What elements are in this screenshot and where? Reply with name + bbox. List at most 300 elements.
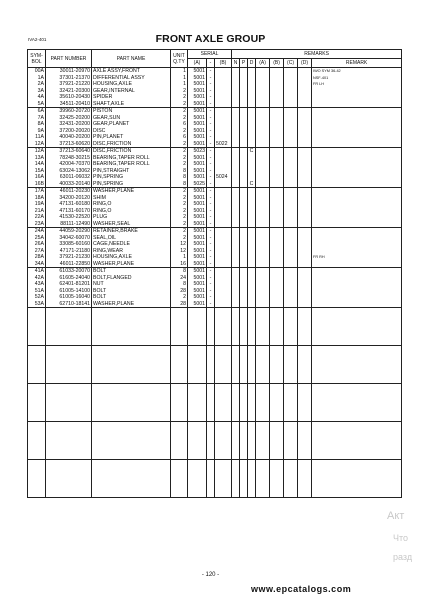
part-number-cell: 46011-20230 — [46, 188, 92, 195]
blank-cell — [171, 422, 188, 460]
n-cell — [232, 101, 240, 108]
symbol-cell: 25A — [28, 235, 46, 242]
qty-cell: 8 — [171, 268, 188, 275]
part-number-cell: 42004-70370 — [46, 161, 92, 168]
blank-cell — [207, 422, 215, 460]
part-name-cell: BEARING,TAPER ROLL — [92, 155, 171, 162]
remark-c-cell — [284, 261, 298, 268]
table-row — [28, 188, 402, 195]
symbol-cell: 4A — [28, 94, 46, 101]
serial-start-cell: 5001 — [188, 214, 207, 221]
part-name-cell: HOUSING,AXLE — [92, 254, 171, 261]
remark-b-cell — [270, 228, 284, 235]
qty-cell: 2 — [171, 155, 188, 162]
part-name-cell: DISC,FRICTION — [92, 148, 171, 155]
n-cell — [232, 148, 240, 155]
remark-a-cell — [256, 68, 270, 75]
table-row — [28, 221, 402, 228]
serial-start-cell: 5001 — [188, 281, 207, 288]
d-flag-cell — [248, 108, 256, 115]
blank-cell — [284, 384, 298, 422]
remark-c-cell — [284, 141, 298, 148]
part-name-cell: RING,O — [92, 208, 171, 215]
symbol-cell: 51A — [28, 288, 46, 295]
symbol-cell: 3A — [28, 88, 46, 95]
serial-dash-cell: - — [207, 168, 215, 175]
col-serial-b: (B) — [215, 59, 232, 68]
blank-cell — [256, 308, 270, 346]
part-number-cell: 41530-22520 — [46, 214, 92, 221]
remark-c-cell — [284, 181, 298, 188]
table-row — [28, 101, 402, 108]
qty-cell: 2 — [171, 101, 188, 108]
qty-cell: 12 — [171, 248, 188, 255]
serial-start-cell: 5001 — [188, 81, 207, 88]
part-number-cell: 61005-14100 — [46, 288, 92, 295]
serial-end-cell — [215, 228, 232, 235]
blank-cell — [312, 308, 402, 346]
serial-start-cell: 5001 — [188, 201, 207, 208]
serial-dash-cell: - — [207, 254, 215, 261]
part-number-cell: 78248-30215 — [46, 155, 92, 162]
part-name-cell: WASHER,PLANE — [92, 301, 171, 308]
d-flag-cell — [248, 221, 256, 228]
part-name-cell: WASHER,PLANE — [92, 188, 171, 195]
blank-cell — [232, 422, 240, 460]
qty-cell: 8 — [171, 181, 188, 188]
part-number-cell: 35610-20430 — [46, 94, 92, 101]
symbol-cell: 21A — [28, 208, 46, 215]
p-cell — [240, 188, 248, 195]
serial-start-cell: 5001 — [188, 108, 207, 115]
part-number-cell: 34042-60070 — [46, 235, 92, 242]
remark-c-cell — [284, 188, 298, 195]
part-name-cell: CAGE,NEEDLE — [92, 241, 171, 248]
symbol-cell: 5A — [28, 101, 46, 108]
serial-dash-cell: - — [207, 275, 215, 282]
serial-dash-cell: - — [207, 75, 215, 82]
blank-cell — [284, 422, 298, 460]
serial-start-cell: 5001 — [188, 128, 207, 135]
serial-start-cell: 5001 — [188, 94, 207, 101]
part-number-cell: 46011-22850 — [46, 261, 92, 268]
serial-dash-cell: - — [207, 181, 215, 188]
qty-cell: 2 — [171, 94, 188, 101]
remark-b-cell — [270, 221, 284, 228]
remark-d-cell — [298, 221, 312, 228]
blank-cell — [284, 346, 298, 384]
remark-c-cell — [284, 101, 298, 108]
part-number-cell: 37213-60640 — [46, 148, 92, 155]
symbol-cell: 13A — [28, 155, 46, 162]
p-cell — [240, 228, 248, 235]
serial-start-cell: 5001 — [188, 75, 207, 82]
blank-cell — [46, 346, 92, 384]
remark-a-cell — [256, 108, 270, 115]
serial-dash-cell: - — [207, 221, 215, 228]
serial-start-cell: 5001 — [188, 168, 207, 175]
serial-start-cell: 5001 — [188, 161, 207, 168]
serial-end-cell — [215, 181, 232, 188]
blank-cell — [298, 308, 312, 346]
serial-start-cell: 5001 — [188, 174, 207, 181]
remark-d-cell — [298, 228, 312, 235]
blank-cell — [28, 384, 46, 422]
part-name-cell: PIN,PLANET — [92, 134, 171, 141]
remark-a-cell — [256, 228, 270, 235]
symbol-cell: 18A — [28, 195, 46, 202]
blank-cell — [215, 346, 232, 384]
qty-cell: 2 — [171, 115, 188, 122]
p-cell — [240, 181, 248, 188]
symbol-cell: 22A — [28, 214, 46, 221]
remark-c-cell — [284, 148, 298, 155]
serial-start-cell: 5001 — [188, 101, 207, 108]
serial-start-cell: 5001 — [188, 141, 207, 148]
serial-end-cell — [215, 221, 232, 228]
part-name-cell: PLUG — [92, 214, 171, 221]
blank-group — [28, 346, 402, 384]
d-flag-cell — [248, 68, 256, 75]
serial-dash-cell: - — [207, 141, 215, 148]
blank-cell — [298, 422, 312, 460]
part-name-cell: BEARING,TAPER ROLL — [92, 161, 171, 168]
blank-cell — [28, 460, 46, 498]
blank-cell — [171, 346, 188, 384]
serial-dash-cell: - — [207, 94, 215, 101]
col-serial-dash: - — [207, 59, 215, 68]
col-remark-b: (B) — [270, 59, 284, 68]
n-cell — [232, 181, 240, 188]
col-unit-qty: UNIT Q.TY — [171, 50, 188, 68]
part-group — [28, 68, 402, 108]
blank-cell — [28, 422, 46, 460]
remark-b-cell — [270, 101, 284, 108]
part-number-cell: 40040-20200 — [46, 134, 92, 141]
qty-cell: 1 — [171, 68, 188, 75]
serial-end-cell: 5024 — [215, 174, 232, 181]
serial-start-cell: 5001 — [188, 268, 207, 275]
part-group — [28, 228, 402, 268]
part-number-cell: 47131-60180 — [46, 201, 92, 208]
serial-dash-cell: - — [207, 134, 215, 141]
symbol-cell: 00A — [28, 68, 46, 75]
symbol-cell: 27A — [28, 248, 46, 255]
qty-cell: 12 — [171, 241, 188, 248]
serial-dash-cell: - — [207, 228, 215, 235]
part-name-cell: GEAR,PLANET — [92, 121, 171, 128]
blank-cell — [188, 460, 207, 498]
d-flag-cell — [248, 101, 256, 108]
part-name-cell: BOLT — [92, 294, 171, 301]
remark-d-cell — [298, 188, 312, 195]
blank-cell — [270, 308, 284, 346]
blank-cell — [207, 346, 215, 384]
part-number-cell: 37200-20020 — [46, 128, 92, 135]
serial-start-cell: 5001 — [188, 155, 207, 162]
serial-dash-cell: - — [207, 88, 215, 95]
symbol-cell: 8A — [28, 121, 46, 128]
qty-cell: 2 — [171, 141, 188, 148]
serial-dash-cell: - — [207, 241, 215, 248]
blank-cell — [92, 346, 171, 384]
remark-d-cell — [298, 268, 312, 275]
qty-cell: 8 — [171, 281, 188, 288]
qty-cell: 1 — [171, 81, 188, 88]
part-number-cell: 37301-21370 — [46, 75, 92, 82]
serial-dash-cell: - — [207, 208, 215, 215]
blank-cell — [298, 460, 312, 498]
part-number-cell: 47131-60170 — [46, 208, 92, 215]
blank-cell — [171, 308, 188, 346]
serial-end-cell — [215, 268, 232, 275]
n-cell — [232, 261, 240, 268]
blank-row — [28, 346, 402, 384]
blank-cell — [248, 346, 256, 384]
serial-end-cell: 5022 — [215, 141, 232, 148]
serial-dash-cell: - — [207, 155, 215, 162]
part-name-cell: AXLE ASSY,FRONT — [92, 68, 171, 75]
blank-cell — [312, 346, 402, 384]
blank-cell — [248, 308, 256, 346]
d-flag-cell: C — [248, 181, 256, 188]
p-cell — [240, 148, 248, 155]
serial-start-cell: 5001 — [188, 241, 207, 248]
serial-dash-cell: - — [207, 188, 215, 195]
serial-dash-cell: - — [207, 261, 215, 268]
remark-a-cell — [256, 261, 270, 268]
p-cell — [240, 301, 248, 308]
col-remark-d: (D) — [298, 59, 312, 68]
col-remark: REMARK — [312, 59, 402, 68]
qty-cell: 2 — [171, 235, 188, 242]
serial-dash-cell: - — [207, 288, 215, 295]
blank-cell — [232, 308, 240, 346]
part-number-cell: 37921-21220 — [46, 81, 92, 88]
table-row — [28, 261, 402, 268]
qty-cell: 28 — [171, 301, 188, 308]
blank-cell — [298, 346, 312, 384]
blank-cell — [215, 422, 232, 460]
blank-cell — [248, 422, 256, 460]
part-number-cell: 33085-60160 — [46, 241, 92, 248]
serial-start-cell: 5001 — [188, 208, 207, 215]
part-name-cell: SHAFT,AXLE — [92, 101, 171, 108]
part-name-cell: RING,WEAR — [92, 248, 171, 255]
remark-a-cell — [256, 188, 270, 195]
part-name-cell: RETAINER,BRAKE — [92, 228, 171, 235]
remark-cell: IWO SYM 36-42 — [312, 68, 402, 75]
serial-end-cell — [215, 68, 232, 75]
serial-dash-cell: - — [207, 235, 215, 242]
serial-start-cell: 5001 — [188, 68, 207, 75]
p-cell — [240, 221, 248, 228]
part-group — [28, 108, 402, 148]
remark-a-cell — [256, 101, 270, 108]
part-number-cell: 34511-20410 — [46, 101, 92, 108]
part-name-cell: PIN,SPRING — [92, 181, 171, 188]
part-number-cell: 63011-06032 — [46, 174, 92, 181]
remark-cell — [312, 221, 402, 228]
part-name-cell: PIN,SPRING — [92, 174, 171, 181]
col-serial: SERIAL — [188, 50, 232, 59]
table-row — [28, 228, 402, 235]
faint-watermark-text: разд — [393, 552, 413, 562]
part-group — [28, 188, 402, 228]
remark-d-cell — [298, 148, 312, 155]
p-cell — [240, 141, 248, 148]
remark-d-cell — [298, 261, 312, 268]
symbol-cell: 28A — [28, 254, 46, 261]
blank-cell — [207, 384, 215, 422]
remark-b-cell — [270, 261, 284, 268]
qty-cell: 24 — [171, 275, 188, 282]
remark-cell — [312, 108, 402, 115]
blank-cell — [46, 384, 92, 422]
serial-dash-cell: - — [207, 101, 215, 108]
d-flag-cell — [248, 141, 256, 148]
p-cell — [240, 261, 248, 268]
qty-cell: 2 — [171, 214, 188, 221]
remark-cell — [312, 268, 402, 275]
remark-a-cell — [256, 301, 270, 308]
page-code: IVA2-401 — [28, 37, 47, 42]
blank-cell — [312, 460, 402, 498]
part-name-cell: SEAL,OIL — [92, 235, 171, 242]
symbol-cell: 12A — [28, 141, 46, 148]
table-row — [28, 181, 402, 188]
symbol-cell: 41A — [28, 268, 46, 275]
serial-dash-cell: - — [207, 248, 215, 255]
col-part-name: PART NAME — [92, 50, 171, 68]
blank-cell — [232, 346, 240, 384]
blank-cell — [207, 308, 215, 346]
blank-cell — [240, 460, 248, 498]
blank-cell — [171, 384, 188, 422]
qty-cell: 6 — [171, 121, 188, 128]
remark-cell — [312, 101, 402, 108]
blank-cell — [240, 422, 248, 460]
col-d: D — [248, 59, 256, 68]
n-cell — [232, 268, 240, 275]
page-title: FRONT AXLE GROUP — [155, 33, 266, 45]
qty-cell: 2 — [171, 88, 188, 95]
symbol-cell: 42A — [28, 275, 46, 282]
d-flag-cell — [248, 301, 256, 308]
remark-b-cell — [270, 108, 284, 115]
qty-cell: 2 — [171, 294, 188, 301]
blank-row — [28, 384, 402, 422]
blank-group — [28, 460, 402, 498]
blank-cell — [215, 384, 232, 422]
blank-cell — [312, 384, 402, 422]
blank-cell — [256, 346, 270, 384]
remark-cell — [312, 148, 402, 155]
remark-c-cell — [284, 108, 298, 115]
symbol-cell: 34A — [28, 261, 46, 268]
serial-start-cell: 5001 — [188, 301, 207, 308]
remark-cell — [312, 181, 402, 188]
d-flag-cell — [248, 188, 256, 195]
serial-end-cell — [215, 148, 232, 155]
part-number-cell: 62710-18141 — [46, 301, 92, 308]
col-n: N — [232, 59, 240, 68]
symbol-cell: 12A — [28, 148, 46, 155]
blank-cell — [207, 460, 215, 498]
col-remarks: REMARKS — [232, 50, 402, 59]
n-cell — [232, 228, 240, 235]
remark-cell: FR LH — [312, 81, 402, 88]
blank-cell — [92, 460, 171, 498]
serial-dash-cell: - — [207, 268, 215, 275]
remark-cell — [312, 141, 402, 148]
serial-dash-cell: - — [207, 115, 215, 122]
blank-cell — [270, 460, 284, 498]
symbol-cell: 9A — [28, 128, 46, 135]
remark-a-cell — [256, 268, 270, 275]
blank-cell — [92, 308, 171, 346]
serial-dash-cell: - — [207, 68, 215, 75]
n-cell — [232, 141, 240, 148]
symbol-cell: 6A — [28, 108, 46, 115]
part-name-cell: BOLT,FLANGED — [92, 275, 171, 282]
blank-cell — [215, 308, 232, 346]
n-cell — [232, 108, 240, 115]
remark-b-cell — [270, 148, 284, 155]
symbol-cell: 11A — [28, 134, 46, 141]
symbol-cell: 52A — [28, 294, 46, 301]
part-number-cell: 39960-20720 — [46, 108, 92, 115]
serial-start-cell: 5001 — [188, 254, 207, 261]
part-name-cell: NUT — [92, 281, 171, 288]
remark-b-cell — [270, 141, 284, 148]
faint-watermark-text: Акт — [387, 510, 405, 522]
part-number-cell: 61605-24040 — [46, 275, 92, 282]
blank-cell — [188, 422, 207, 460]
qty-cell: 2 — [171, 188, 188, 195]
serial-dash-cell: - — [207, 81, 215, 88]
serial-end-cell — [215, 101, 232, 108]
qty-cell: 2 — [171, 161, 188, 168]
qty-cell: 2 — [171, 108, 188, 115]
serial-start-cell: 5001 — [188, 275, 207, 282]
part-number-cell: 61005-16040 — [46, 294, 92, 301]
blank-cell — [28, 346, 46, 384]
d-flag-cell — [248, 228, 256, 235]
blank-cell — [171, 460, 188, 498]
part-number-cell: 37213-60620 — [46, 141, 92, 148]
page-number: - 120 - — [201, 572, 220, 578]
qty-cell: 2 — [171, 208, 188, 215]
serial-start-cell: 5001 — [188, 115, 207, 122]
blank-group — [28, 422, 402, 460]
blank-cell — [188, 384, 207, 422]
p-cell — [240, 68, 248, 75]
part-number-cell: 32421-20300 — [46, 88, 92, 95]
blank-cell — [270, 346, 284, 384]
blank-cell — [248, 460, 256, 498]
serial-dash-cell: - — [207, 128, 215, 135]
serial-start-cell: 5001 — [188, 248, 207, 255]
symbol-cell: 7A — [28, 115, 46, 122]
part-number-cell: 37921-21230 — [46, 254, 92, 261]
symbol-cell: 16A — [28, 174, 46, 181]
part-name-cell: SPIDER — [92, 94, 171, 101]
remark-cell: NSF-401 — [312, 75, 402, 82]
qty-cell: 1 — [171, 75, 188, 82]
part-number-cell: 30011-20970 — [46, 68, 92, 75]
col-remark-a: (A) — [256, 59, 270, 68]
